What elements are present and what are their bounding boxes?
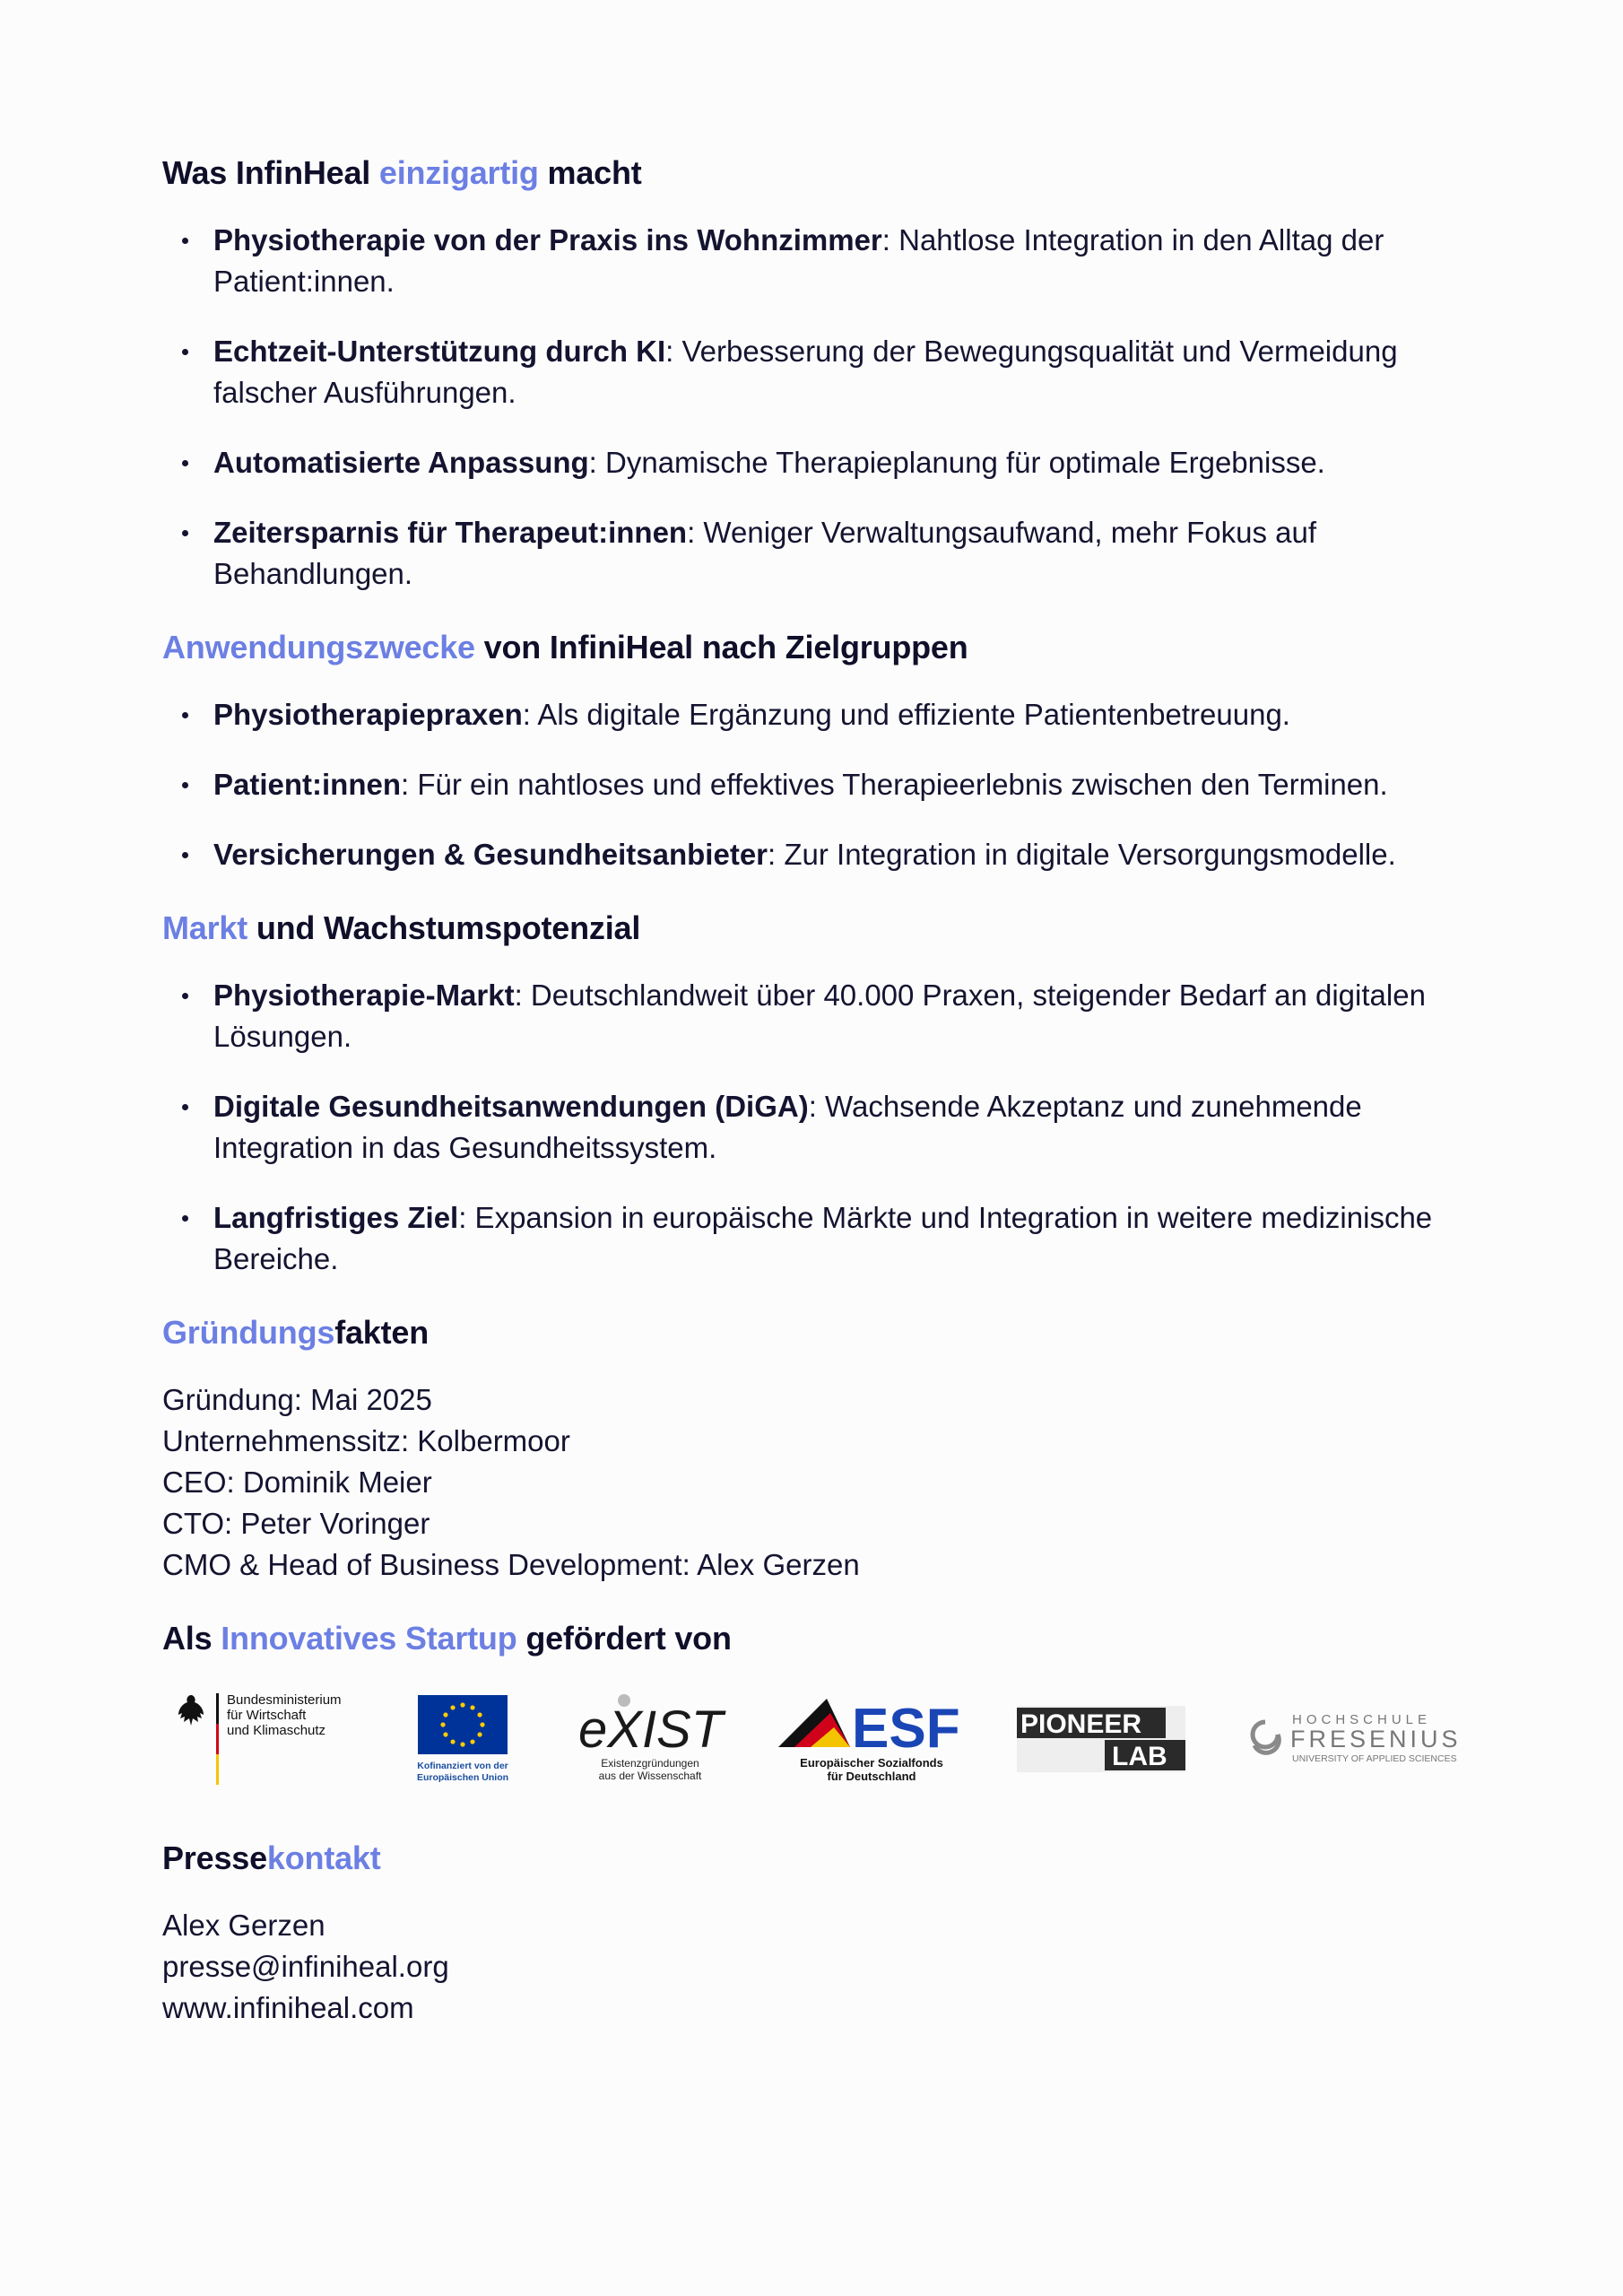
cto: CTO: Peter Voringer <box>162 1507 430 1540</box>
svg-text:und Klimaschutz: und Klimaschutz <box>227 1723 326 1738</box>
fresenius-logo <box>1238 1690 1471 1788</box>
list-item: Versicherungen & Gesundheitsanbieter: Zur Integration in digitale Versorgungsmodelle. <box>162 834 1471 875</box>
svg-text:Europäischen Union: Europäischen Union <box>416 1772 509 1783</box>
list-item: Physiotherapie-Markt: Deutschlandweit über 40.000 Praxen, steigender Bedarf an digitalen Lösungen. <box>162 975 1471 1057</box>
press-document <box>162 152 1471 2061</box>
svg-text:aus der Wissenschaft: aus der Wissenschaft <box>598 1770 702 1782</box>
exist-logo <box>568 1690 729 1788</box>
ceo: CEO: Dominik Meier <box>162 1465 432 1499</box>
eu-star-icon <box>470 1739 474 1744</box>
eu-star-icon <box>460 1742 464 1746</box>
list-item: Zeitersparnis für Therapeut:innen: Weniger Verwaltungsaufwand, mehr Fokus auf Behandlungen. <box>162 512 1471 595</box>
section-title-market: Markt und Wachstumspotenzial <box>162 909 641 946</box>
cmo: CMO & Head of Business Development: Alex Gerzen <box>162 1548 860 1581</box>
list-item: Physiotherapie von der Praxis ins Wohnzimmer: Nahtlose Integration in den Alltag der Patient:innen. <box>162 220 1471 302</box>
esf-flag-icon <box>778 1699 850 1747</box>
svg-text:eXIST: eXIST <box>578 1700 724 1759</box>
svg-text:LAB: LAB <box>1112 1742 1167 1771</box>
eagle-icon <box>178 1695 204 1726</box>
eu-star-icon <box>460 1702 464 1707</box>
eu-star-icon <box>450 1705 455 1709</box>
svg-text:für Deutschland: für Deutschland <box>827 1770 916 1783</box>
svg-text:FRESENIUS: FRESENIUS <box>1290 1726 1462 1752</box>
usecases-list <box>162 694 1471 875</box>
svg-text:HOCHSCHULE: HOCHSCHULE <box>1292 1712 1432 1727</box>
eu-star-icon <box>477 1712 482 1717</box>
list-item: Digitale Gesundheitsanwendungen (DiGA): Wachsende Akzeptanz und zunehmende Integration in das Gesundheitssystem. <box>162 1086 1471 1169</box>
list-item: Patient:innen: Für ein nahtloses und effektives Therapieerlebnis zwischen den Terminen. <box>162 764 1471 805</box>
contact-website[interactable]: www.infiniheal.com <box>162 1991 414 2024</box>
list-item: Physiotherapiepraxen: Als digitale Ergänzung und effiziente Patientenbetreuung. <box>162 694 1471 735</box>
section-title-founding: Gründungsfakten <box>162 1314 430 1351</box>
market-list <box>162 975 1471 1280</box>
eu-star-icon <box>443 1732 447 1736</box>
fresenius-swirl-icon <box>1253 1722 1279 1752</box>
pioneer-lab-logo <box>1013 1699 1193 1779</box>
section-title-usecases: Anwendungszwecke von InfiniHeal nach Zielgruppen <box>162 629 968 665</box>
founding-date: Gründung: Mai 2025 <box>162 1383 432 1416</box>
section-title-press: Pressekontakt <box>162 1839 381 1876</box>
svg-text:ESF: ESF <box>852 1698 960 1760</box>
company-seat: Unternehmenssitz: Kolbermoor <box>162 1424 570 1457</box>
eu-logo <box>405 1690 522 1788</box>
eu-star-icon <box>450 1739 455 1744</box>
svg-text:Bundesministerium: Bundesministerium <box>227 1692 342 1708</box>
eu-star-icon <box>470 1705 474 1709</box>
svg-text:für Wirtschaft: für Wirtschaft <box>227 1708 307 1723</box>
svg-text:Kofinanziert von der: Kofinanziert von der <box>417 1761 508 1771</box>
list-item: Echtzeit-Unterstützung durch KI: Verbesserung der Bewegungsqualität und Vermeidung falscher Ausführungen. <box>162 331 1471 413</box>
press-contact <box>162 1905 1471 2029</box>
section-title-funding: Als Innovatives Startup gefördert von <box>162 1620 732 1657</box>
founding-facts <box>162 1379 1471 1586</box>
eu-star-icon <box>440 1722 445 1726</box>
unique-list <box>162 220 1471 595</box>
eu-star-icon <box>477 1732 482 1736</box>
list-item: Automatisierte Anpassung: Dynamische Therapieplanung für optimale Ergebnisse. <box>162 442 1471 483</box>
eu-star-icon <box>443 1712 447 1717</box>
esf-logo <box>775 1690 968 1788</box>
funding-logos <box>171 1685 1471 1793</box>
svg-text:Europäischer Sozialfonds: Europäischer Sozialfonds <box>800 1756 943 1770</box>
svg-text:Existenzgründungen: Existenzgründungen <box>601 1757 699 1770</box>
bmwk-logo <box>171 1690 360 1788</box>
section-title-unique: Was InfinHeal einzigartig macht <box>162 154 642 191</box>
list-item: Langfristiges Ziel: Expansion in europäische Märkte und Integration in weitere medizinische Bereiche. <box>162 1197 1471 1280</box>
eu-star-icon <box>480 1722 484 1726</box>
svg-text:PIONEER: PIONEER <box>1020 1709 1142 1739</box>
contact-email[interactable]: presse@infiniheal.org <box>162 1950 449 1983</box>
svg-text:UNIVERSITY OF APPLIED SCIENCES: UNIVERSITY OF APPLIED SCIENCES <box>1292 1753 1457 1764</box>
contact-name: Alex Gerzen <box>162 1909 325 1942</box>
